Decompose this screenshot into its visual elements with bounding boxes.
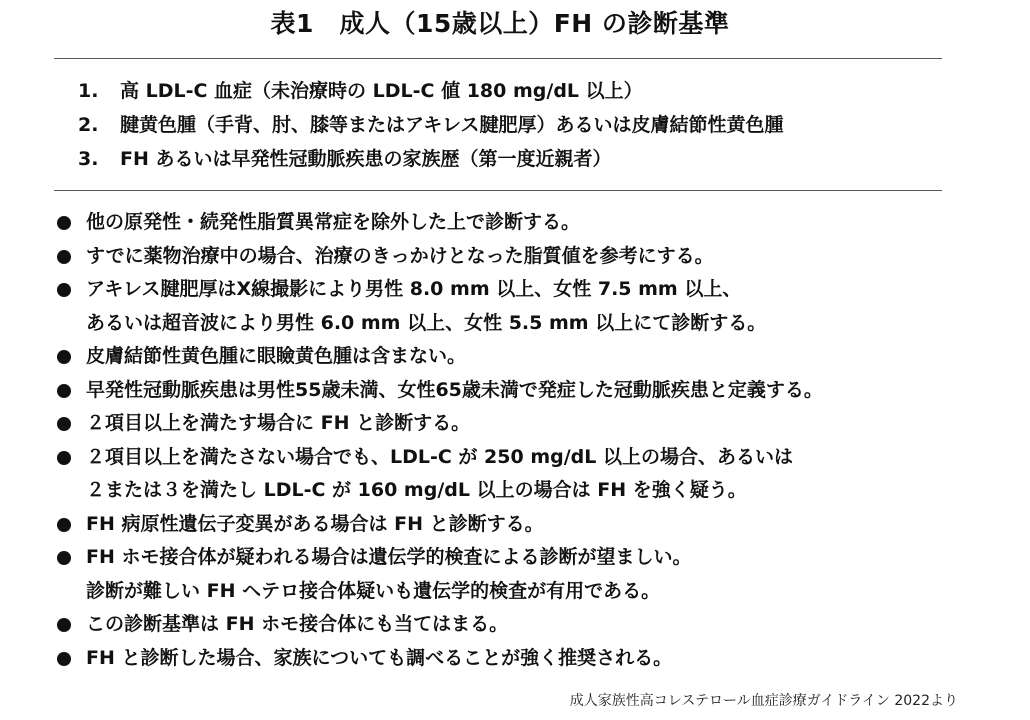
note-line: あるいは超音波により男性 6.0 mm 以上、女性 5.5 mm 以上にて診断する。 [86, 311, 767, 334]
note-line: アキレス腱肥厚はX線撮影により男性 8.0 mm 以上、女性 7.5 mm 以上、 [86, 278, 742, 300]
criteria-text: FH あるいは早発性冠動脈疾患の家族歴（第一度近親者） [120, 148, 612, 170]
note-item [56, 608, 823, 642]
criteria-text: 高 LDL-C 血症（未治療時の LDL-C 値 180 mg/dL 以上） [120, 80, 643, 102]
note-item [56, 206, 823, 240]
note-line: 他の原発性・続発性脂質異常症を除外した上で診断する。 [86, 211, 581, 233]
bullet-icon [56, 541, 86, 608]
middle-divider [54, 190, 942, 191]
bullet-icon [56, 206, 86, 240]
note-item [56, 340, 823, 374]
note-item [56, 374, 823, 408]
note-line: この診断基準は FH ホモ接合体にも当てはまる。 [86, 613, 509, 635]
criteria-number: 1. [78, 80, 99, 102]
note-line: ２項目以上を満たさない場合でも、LDL-C が 250 mg/dL 以上の場合、あるいは [86, 445, 793, 468]
bullet-icon [56, 273, 86, 340]
criteria-item [78, 74, 783, 108]
note-line: 皮膚結節性黄色腫に眼瞼黄色腫は含まない。 [86, 345, 467, 367]
criteria-item [78, 108, 783, 142]
note-line: すでに薬物治療中の場合、治療のきっかけとなった脂質値を参考にする。 [86, 244, 714, 267]
note-line: FH ホモ接合体が疑われる場合は遺伝学的検査による診断が望ましい。 [86, 546, 692, 568]
bullet-icon [56, 608, 86, 642]
criteria-item [78, 142, 783, 176]
table-title: 表1 成人（15歳以上）FH の診断基準 [270, 9, 730, 38]
note-line: 早発性冠動脈疾患は男性55歳未満、女性65歳未満で発症した冠動脈疾患と定義する。 [86, 378, 823, 401]
bullet-icon [56, 374, 86, 408]
criteria-number: 2. [78, 114, 99, 136]
note-line: FH と診断した場合、家族についても調べることが強く推奨される。 [86, 646, 673, 669]
bullet-icon [56, 441, 86, 508]
note-item [56, 541, 823, 608]
notes-list [56, 206, 823, 675]
note-item [56, 441, 823, 508]
note-item [56, 642, 823, 676]
note-line: 診断が難しい FH ヘテロ接合体疑いも遺伝学的検査が有用である。 [86, 579, 661, 602]
note-line: ２項目以上を満たす場合に FH と診断する。 [86, 412, 471, 434]
criteria-number: 3. [78, 148, 99, 170]
bullet-icon [56, 642, 86, 676]
note-item [56, 508, 823, 542]
note-line: ２または３を満たし LDL-C が 160 mg/dL 以上の場合は FH を強く疑う。 [86, 479, 747, 501]
criteria-list [78, 74, 783, 176]
note-line: FH 病原性遺伝子変異がある場合は FH と診断する。 [86, 512, 544, 535]
criteria-text: 腱黄色腫（手背、肘、膝等またはアキレス腱肥厚）あるいは皮膚結節性黄色腫 [120, 114, 784, 136]
note-item [56, 273, 823, 340]
bullet-icon [56, 340, 86, 374]
bullet-icon [56, 240, 86, 274]
top-divider [54, 58, 942, 59]
source-citation: 成人家族性高コレステロール血症診療ガイドライン 2022より [569, 693, 958, 709]
bullet-icon [56, 407, 86, 441]
note-item [56, 240, 823, 274]
bullet-icon [56, 508, 86, 542]
note-item [56, 407, 823, 441]
